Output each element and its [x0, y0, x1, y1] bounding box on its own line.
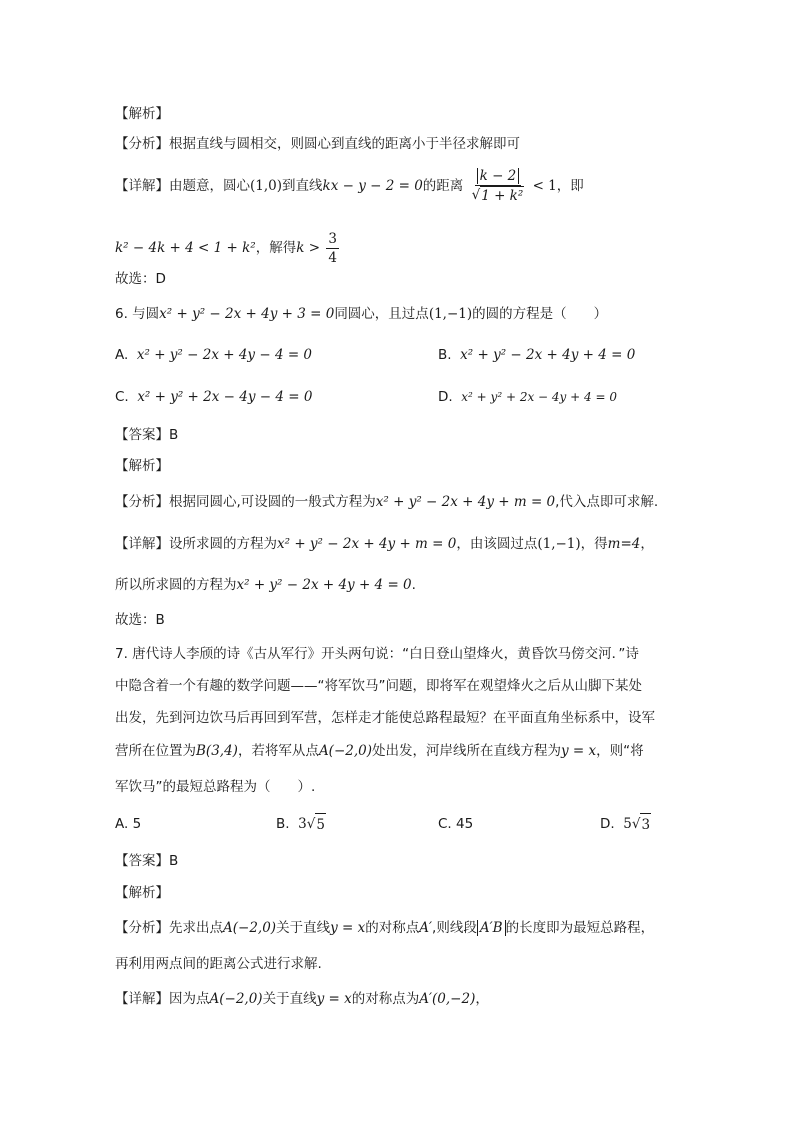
q6-analysis: 【分析】根据同圆心,可设圆的一般式方程为x² + y² − 2x + 4y + m = 0,代入点即可求解.	[115, 494, 659, 510]
math-line-eq: kx − y − 2 = 0	[322, 178, 423, 194]
q6-answer: 【答案】B	[115, 427, 179, 443]
frac-denominator: 1 + k²	[481, 188, 524, 204]
q7-option-c: C. 45	[438, 816, 474, 832]
jiexi-heading-5: 【解析】	[115, 106, 169, 122]
q6-option-b: B. x² + y² − 2x + 4y + 4 = 0	[438, 347, 636, 363]
detail-5: 【详解】由题意，圆心(1,0)到直线kx − y − 2 = 0的距离 k − 2 √ 1 + k² < 1，即	[115, 168, 584, 204]
frac-numerator: k − 2	[477, 168, 520, 184]
detail-5-line2: k² − 4k + 4 < 1 + k²，解得k > $\frac{3}{4}$	[115, 230, 337, 266]
math-q6-circle: x² + y² − 2x + 4y + 3 = 0	[159, 306, 335, 322]
q6-detail-line2: 所以所求圆的方程为x² + y² − 2x + 4y + 4 = 0.	[115, 577, 416, 593]
q6-final-answer: 故选：B	[115, 612, 165, 628]
q7-stem-line3: 出发，先到河边饮马后再回到军营，怎样走才能使总路程最短？在平面直角坐标系中，设军	[115, 710, 655, 726]
detail-tag: 【详解】	[115, 178, 169, 194]
q7-option-b: B. 3 √ 5	[276, 813, 326, 836]
q7-option-a: A. 5	[115, 816, 142, 832]
q7-stem-line2: 中隐含着一个有趣的数学问题——“将军饮马”问题，即将军在观望烽火之后从山脚下某处	[115, 678, 642, 694]
q7-analysis: 【分析】先求出点A(−2,0)关于直线y = x的对称点A′,则线段 A′B 的长度即为最短总路程，	[115, 920, 655, 936]
distance-fraction: k − 2 √ 1 + k²	[471, 168, 524, 204]
q7-stem-line1: 7. 唐代诗人李颀的诗《古从军行》开头两句说：“白日登山望烽火，黄昏饮马傍交河．”诗	[115, 646, 639, 662]
math-k-gt: k >	[296, 240, 321, 256]
q7-option-d: D. 5 √ 3	[600, 813, 651, 836]
math-center: (1,0)	[250, 178, 283, 194]
math-inequality: k² − 4k + 4 < 1 + k²	[115, 240, 256, 256]
q7-analysis-line2: 再利用两点间的距离公式进行求解.	[115, 956, 322, 972]
k-fraction: $\frac{3}{4}$	[328, 230, 337, 266]
q6-stem: 6. 与圆x² + y² − 2x + 4y + 3 = 0同圆心，且过点(1,−1)的圆的方程是（ ）	[115, 306, 608, 322]
q6-option-a: A. x² + y² − 2x + 4y − 4 = 0	[115, 347, 313, 363]
analysis-text: 根据直线与圆相交，则圆心到直线的距离小于半径求解即可	[169, 136, 520, 152]
q7-answer: 【答案】B	[115, 853, 179, 869]
math-lt-one: < 1	[532, 178, 557, 194]
math-q6-point: (1,−1)	[428, 306, 473, 322]
q7-stem-line5: 军饮马”的最短总路程为（ ）.	[115, 779, 316, 795]
q6-detail: 【详解】设所求圆的方程为x² + y² − 2x + 4y + m = 0，由该圆过点(1,−1)，得m=4，	[115, 536, 654, 552]
analysis-tag: 【分析】	[115, 136, 169, 152]
q7-jiexi-heading: 【解析】	[115, 885, 169, 901]
q7-stem-line4: 营所在位置为B(3,4)，若将军从点A(−2,0)处出发，河岸线所在直线方程为y = x，则“将	[115, 743, 644, 759]
q6-option-d: D. x² + y² + 2x − 4y + 4 = 0	[438, 389, 617, 405]
q6-jiexi-heading: 【解析】	[115, 458, 169, 474]
q6-option-c: C. x² + y² + 2x − 4y − 4 = 0	[115, 389, 313, 405]
analysis-5	[115, 133, 520, 155]
q7-detail: 【详解】因为点A(−2,0)关于直线y = x的对称点为A′(0,−2)，	[115, 991, 489, 1007]
answer-5: 故选：D	[115, 271, 166, 287]
